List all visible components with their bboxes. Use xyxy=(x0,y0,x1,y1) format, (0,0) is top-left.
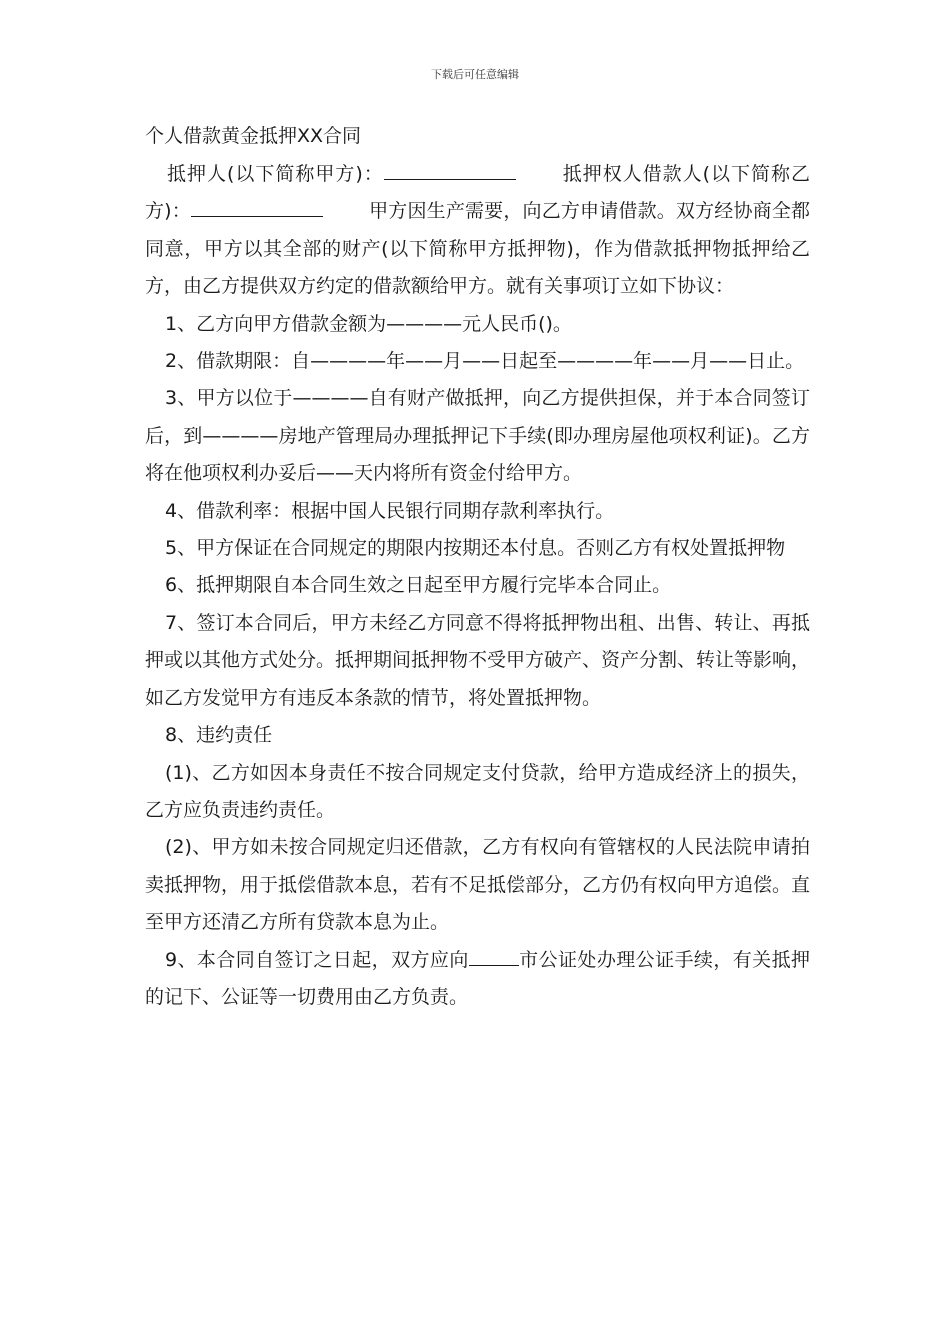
clause-2: 2、借款期限：自————年——月——日起至————年——月——日止。 xyxy=(165,350,805,373)
document-body xyxy=(145,120,810,1016)
clause-8-2: (2)、甲方如未按合同规定归还借款，乙方有权向有管辖权的人民法院申请拍卖抵押物，用于抵偿借款本息，若有不足抵偿部分，乙方仍有权向甲方追偿。直至甲方还清乙方所有贷款本息为止。 xyxy=(145,836,811,934)
clause-1: 1、乙方向甲方借款金额为————元人民币()。 xyxy=(165,312,572,335)
clause-5: 5、甲方保证在合同规定的期限内按期还本付息。否则乙方有权处置抵押物 xyxy=(165,537,786,560)
clause-8: 8、违约责任 xyxy=(165,724,273,747)
page-header: 下载后可任意编辑 xyxy=(431,68,519,81)
intro-mortgagor-label: 抵押人(以下简称甲方)： xyxy=(167,163,384,185)
clause-3: 3、甲方以位于————自有财产做抵押，向乙方提供担保，并于本合同签订后，到————房地产管理局办理抵押记下手续(即办理房屋他项权利证)。乙方将在他项权利办妥后——天内将所有资金付给甲方。 xyxy=(145,387,810,485)
mortgagee-blank xyxy=(191,197,323,217)
clause-9-before: 9、本合同自签订之日起，双方应向 xyxy=(165,948,469,971)
clause-7: 7、签订本合同后，甲方未经乙方同意不得将抵押物出租、出售、转让、再抵押或以其他方式处分。抵押期间抵押物不受甲方破产、资产分割、转让等影响，如乙方发觉甲方有违反本条款的情节，将处置抵押物。 xyxy=(145,611,811,709)
clause-4: 4、借款利率：根据中国人民银行同期存款利率执行。 xyxy=(165,499,615,522)
mortgagor-blank xyxy=(384,160,516,180)
notary-city-blank xyxy=(469,946,519,966)
intro-purpose-text: 甲方因生产需要，向乙方申请借款。双方经协商全都同意，甲方以其全部的财产(以下简称甲方抵押物)，作为借款抵押物抵押给乙方，由乙方提供双方约定的借款额给甲方。就有关事项订立如下协议： xyxy=(145,200,810,298)
intro-paragraph xyxy=(145,156,810,306)
clause-9 xyxy=(145,942,810,1017)
intro-mortgagee-label: 抵押权人借款人(以下简称乙方)： xyxy=(145,163,811,223)
document-title: 个人借款黄金抵押XX合同 xyxy=(145,125,362,147)
clause-8-1: (1)、乙方如因本身责任不按合同规定支付贷款，给甲方造成经济上的损失，乙方应负责违约责任。 xyxy=(145,761,810,821)
clause-6: 6、抵押期限自本合同生效之日起至甲方履行完毕本合同止。 xyxy=(165,574,672,597)
clause-9-after: 市公证处办理公证手续，有关抵押的记下、公证等一切费用由乙方负责。 xyxy=(145,948,810,1008)
